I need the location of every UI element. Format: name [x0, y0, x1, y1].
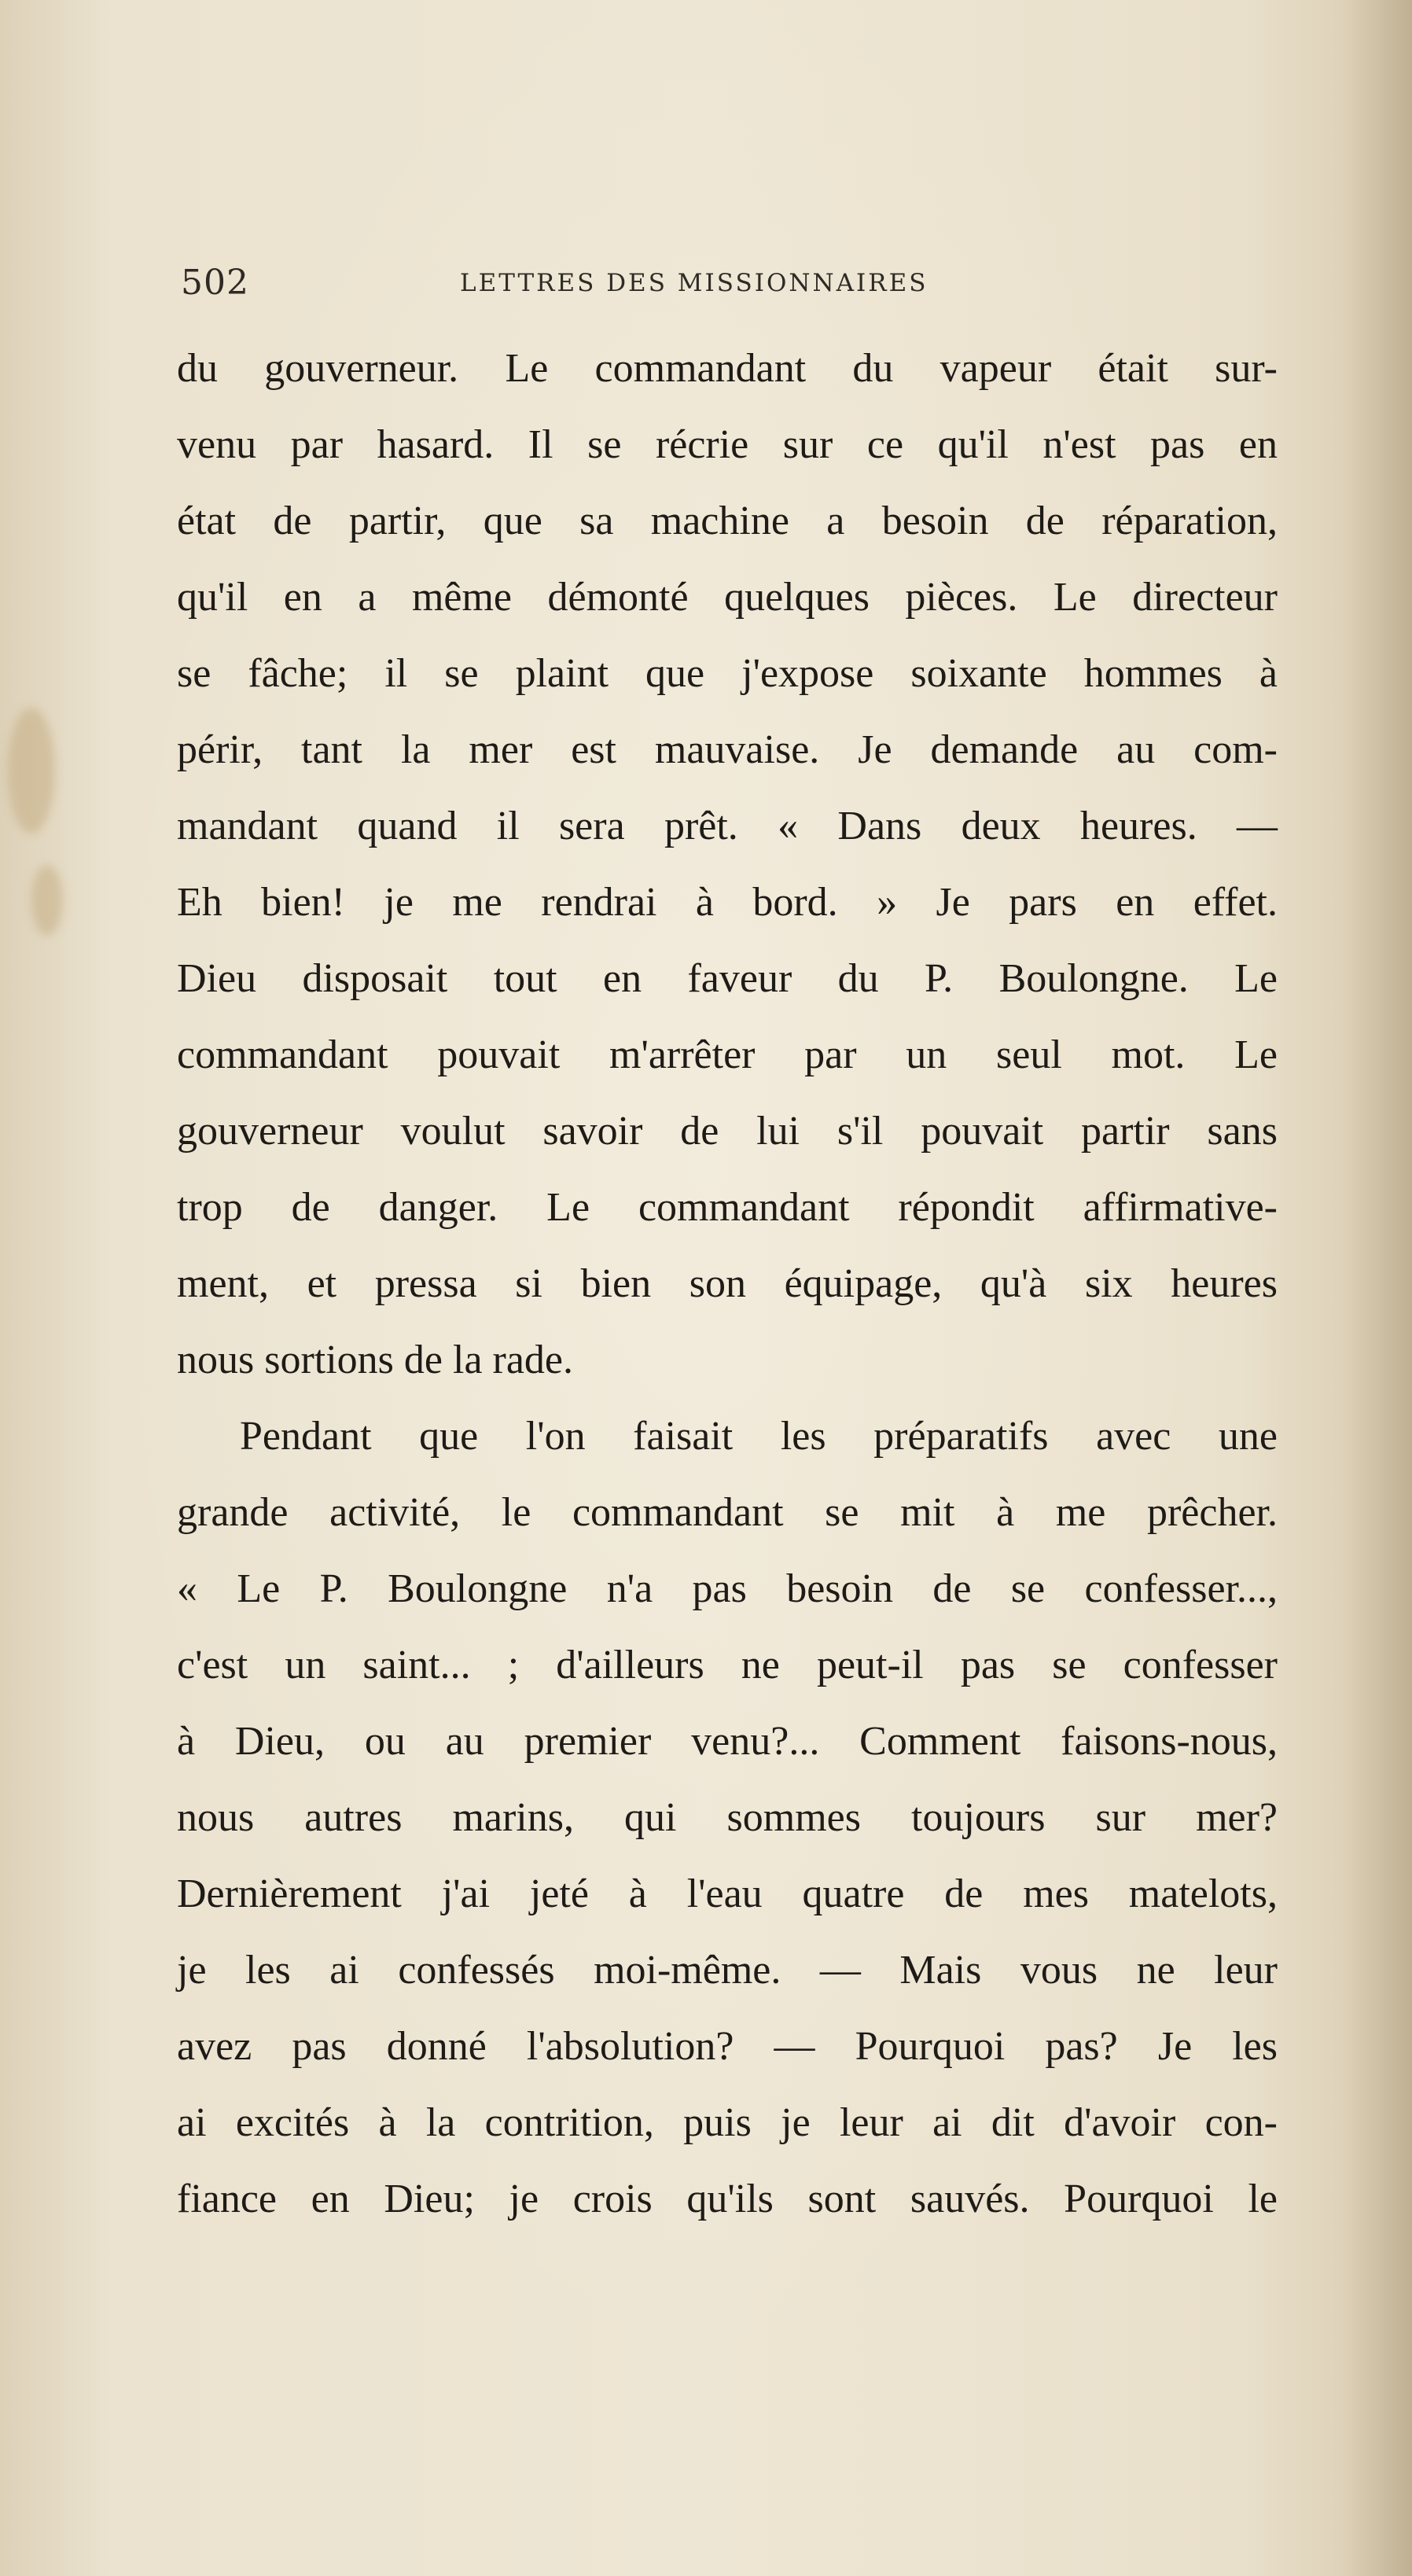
text-line: état de partir, que sa machine a besoin de réparation, [177, 499, 1278, 543]
text-line: commandant pouvait m'arrêter par un seul mot. Le [177, 1032, 1278, 1077]
text-line: du gouverneur. Le commandant du vapeur était sur- [177, 346, 1278, 391]
text-line: se fâche; il se plaint que j'expose soixante hommes à [177, 651, 1278, 696]
page-edge-shadow [1341, 0, 1412, 2576]
text-line: à Dieu, ou au premier venu?... Comment faisons-nous, [177, 1719, 1278, 1764]
text-line: avez pas donné l'absolution? — Pourquoi pas? Je les [177, 2024, 1278, 2069]
text-line: gouverneur voulut savoir de lui s'il pouvait partir sans [177, 1109, 1278, 1154]
text-line: je les ai confessés moi-même. — Mais vous ne leur [177, 1948, 1278, 1993]
paper-stain [8, 708, 55, 834]
text-line: Eh bien! je me rendrai à bord. » Je pars en effet. [177, 880, 1278, 925]
text-line: mandant quand il sera prêt. « Dans deux heures. — [177, 804, 1278, 848]
paragraph-first-line: Pendant que l'on faisait les préparatifs avec une [240, 1414, 1278, 1459]
text-line: qu'il en a même démonté quelques pièces. Le directeur [177, 575, 1278, 620]
text-line: grande activité, le commandant se mit à me prêcher. [177, 1490, 1278, 1535]
page-header [181, 259, 1266, 307]
text-line: ment, et pressa si bien son équipage, qu'à six heures [177, 1261, 1278, 1306]
text-line: c'est un saint... ; d'ailleurs ne peut-il pas se confesser [177, 1643, 1278, 1687]
text-line: Dieu disposait tout en faveur du P. Boulongne. Le [177, 956, 1278, 1001]
running-head: LETTRES DES MISSIONNAIRES [460, 269, 928, 297]
text-line: périr, tant la mer est mauvaise. Je demande au com- [177, 727, 1278, 772]
page-number: 502 [181, 263, 249, 303]
paper-stain [31, 865, 63, 936]
text-line: Dernièrement j'ai jeté à l'eau quatre de mes matelots, [177, 1871, 1278, 1916]
text-line: nous autres marins, qui sommes toujours sur mer? [177, 1795, 1278, 1840]
paragraph-last-line: nous sortions de la rade. [177, 1338, 574, 1382]
text-line: « Le P. Boulongne n'a pas besoin de se confesser..., [177, 1566, 1278, 1611]
text-line: ai excités à la contrition, puis je leur ai dit d'avoir con- [177, 2100, 1278, 2145]
text-line: venu par hasard. Il se récrie sur ce qu'il n'est pas en [177, 422, 1278, 467]
text-line: fiance en Dieu; je crois qu'ils sont sauvés. Pourquoi le [177, 2177, 1278, 2221]
body-text [177, 330, 1278, 2237]
text-line: trop de danger. Le commandant répondit affirmative- [177, 1185, 1278, 1230]
